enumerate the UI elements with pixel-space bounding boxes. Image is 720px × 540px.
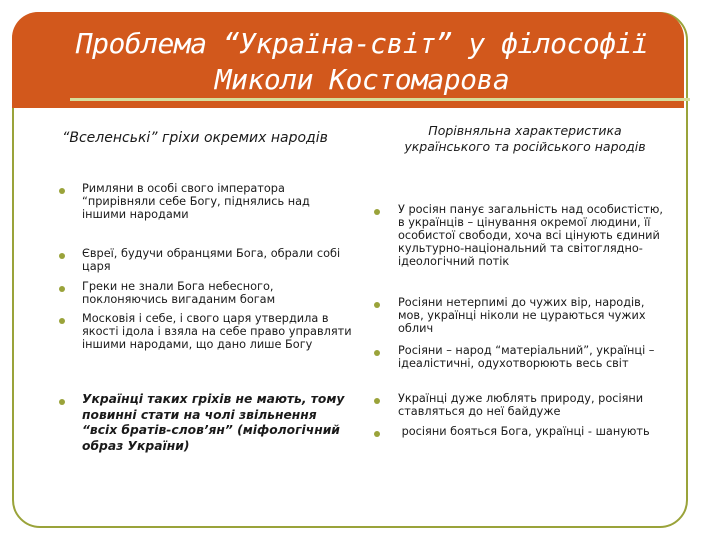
slide-title-line2: Миколи Костомарова bbox=[214, 63, 510, 96]
right-item-2: Росіяни нетерпимі до чужих вір, народів, мов, українці ніколи не цураються чужих облич bbox=[398, 296, 646, 335]
bullet-dot bbox=[374, 350, 380, 356]
left-item-3: Греки не знали Бога небесного, поклоняючись вигаданим богам bbox=[82, 280, 276, 306]
title-underline bbox=[70, 98, 690, 101]
left-item-1: Римляни в особі свого імператора “прирівняли себе Богу, піднялись над іншими народами bbox=[82, 182, 310, 221]
title-bar bbox=[12, 12, 684, 108]
left-item-5: Українці таких гріхів не мають, тому повинні стати на чолі звільнення “всіх братів-слов’ян” (міфологічний образ України) bbox=[82, 392, 345, 453]
bullet-dot bbox=[59, 318, 65, 324]
right-item-1: У росіян панує загальність над особистістю, в українців – цінування окремої людини, її особистої свободи, хоча всі цінують єдиний культурно-національний та світоглядно-ідеологічний потік bbox=[398, 203, 663, 268]
right-item-4: Українці дуже люблять природу, росіяни ставляться до неї байдуже bbox=[398, 392, 644, 418]
left-item-2: Євреї, будучи обранцями Бога, обрали собі царя bbox=[82, 247, 341, 273]
slide-title bbox=[32, 26, 692, 98]
left-column-heading: “Вселенські” гріхи окремих народів bbox=[62, 130, 328, 146]
right-column-heading: Порівняльна характеристика українського та російського народів bbox=[404, 123, 646, 154]
bullet-dot bbox=[59, 399, 65, 405]
bullet-dot bbox=[59, 286, 65, 292]
right-item-3: Росіяни – народ “матеріальний”, українці – ідеалістичні, одухотворюють весь світ bbox=[398, 344, 655, 370]
bullet-dot bbox=[374, 398, 380, 404]
right-item-5: росіяни бояться Бога, українці - шанують bbox=[398, 425, 650, 438]
bullet-dot bbox=[374, 302, 380, 308]
bullet-dot bbox=[59, 253, 65, 259]
slide-title-line1: Проблема “Україна-світ” у філософії bbox=[75, 27, 649, 60]
left-item-4: Московія і себе, і свого царя утвердила в якості ідола і взяла на себе право управляти іншими народами, що дано лише Богу bbox=[82, 312, 352, 351]
bullet-dot bbox=[374, 209, 380, 215]
bullet-dot bbox=[59, 188, 65, 194]
bullet-dot bbox=[374, 431, 380, 437]
